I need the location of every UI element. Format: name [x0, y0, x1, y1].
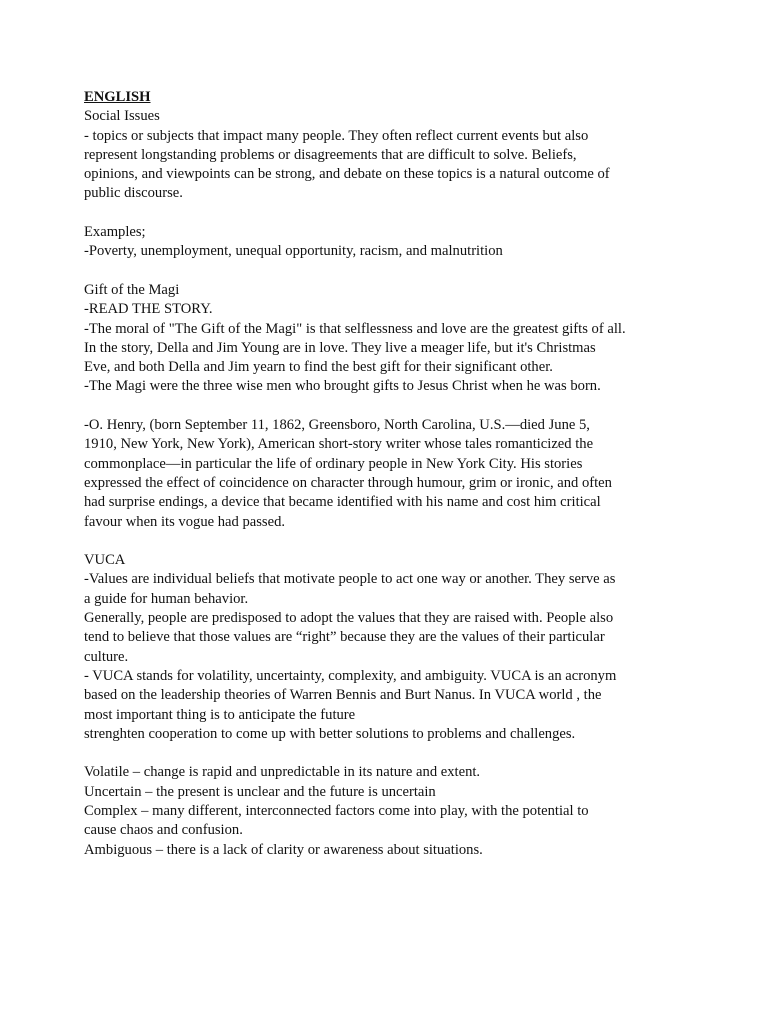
paragraph-gap	[84, 744, 704, 763]
text-line: VUCA	[84, 552, 126, 569]
text-line: Volatile – change is rapid and unpredictable in its nature and extent.	[84, 764, 481, 781]
text-line: Uncertain – the present is unclear and the future is uncertain	[84, 783, 436, 800]
text-line: -Values are individual beliefs that motivate people to act one way or another. They serve as	[84, 571, 616, 588]
paragraph-gap	[84, 204, 704, 223]
paragraph-gap	[84, 262, 704, 281]
text-line: -Poverty, unemployment, unequal opportunity, racism, and malnutrition	[84, 243, 503, 260]
text-line: - topics or subjects that impact many people. They often reflect current events but also	[84, 127, 589, 144]
text-line: commonplace—in particular the life of ordinary people in New York City. His stories	[84, 455, 583, 472]
text-line: Eve, and both Della and Jim yearn to find the best gift for their significant other.	[84, 359, 553, 376]
text-line: Social Issues	[84, 108, 160, 125]
text-line: a guide for human behavior.	[84, 590, 249, 607]
text-line: tend to believe that those values are “right” because they are the values of their particular	[84, 629, 605, 646]
text-line: strenghten cooperation to come up with better solutions to problems and challenges.	[84, 725, 576, 742]
document-body	[84, 107, 704, 860]
text-line: -The Magi were the three wise men who brought gifts to Jesus Christ when he was born.	[84, 378, 601, 395]
text-line: public discourse.	[84, 185, 183, 202]
paragraph-gap	[84, 397, 704, 416]
text-line: had surprise endings, a device that became identified with his name and cost him critical	[84, 494, 601, 511]
text-line: cause chaos and confusion.	[84, 822, 243, 839]
text-line: -O. Henry, (born September 11, 1862, Greensboro, North Carolina, U.S.—died June 5,	[84, 417, 590, 434]
text-line: Generally, people are predisposed to adopt the values that they are raised with. People also	[84, 610, 614, 627]
text-line: most important thing is to anticipate the future	[84, 706, 356, 723]
text-line: -The moral of "The Gift of the Magi" is that selflessness and love are the greatest gifts of all.	[84, 320, 626, 337]
text-line: 1910, New York, New York), American short-story writer whose tales romanticized the	[84, 436, 594, 453]
document-page	[84, 88, 704, 860]
paragraph-gap	[84, 532, 704, 551]
text-line: -READ THE STORY.	[84, 301, 213, 318]
text-line: Examples;	[84, 224, 146, 241]
text-line: opinions, and viewpoints can be strong, and debate on these topics is a natural outcome of	[84, 166, 610, 183]
text-line: Gift of the Magi	[84, 281, 180, 298]
text-line: - VUCA stands for volatility, uncertainty, complexity, and ambiguity. VUCA is an acronym	[84, 667, 617, 684]
text-line: culture.	[84, 648, 129, 665]
text-line: represent longstanding problems or disagreements that are difficult to solve. Beliefs,	[84, 146, 577, 163]
text-line: In the story, Della and Jim Young are in love. They live a meager life, but it's Christmas	[84, 339, 596, 356]
text-line: based on the leadership theories of Warren Bennis and Burt Nanus. In VUCA world , the	[84, 687, 602, 704]
text-line: expressed the effect of coincidence on character through humour, grim or ironic, and often	[84, 474, 612, 491]
document-heading: ENGLISH	[84, 89, 151, 105]
text-line: favour when its vogue had passed.	[84, 513, 286, 530]
text-line: Ambiguous – there is a lack of clarity or awareness about situations.	[84, 841, 483, 858]
text-line: Complex – many different, interconnected factors come into play, with the potential to	[84, 802, 589, 819]
